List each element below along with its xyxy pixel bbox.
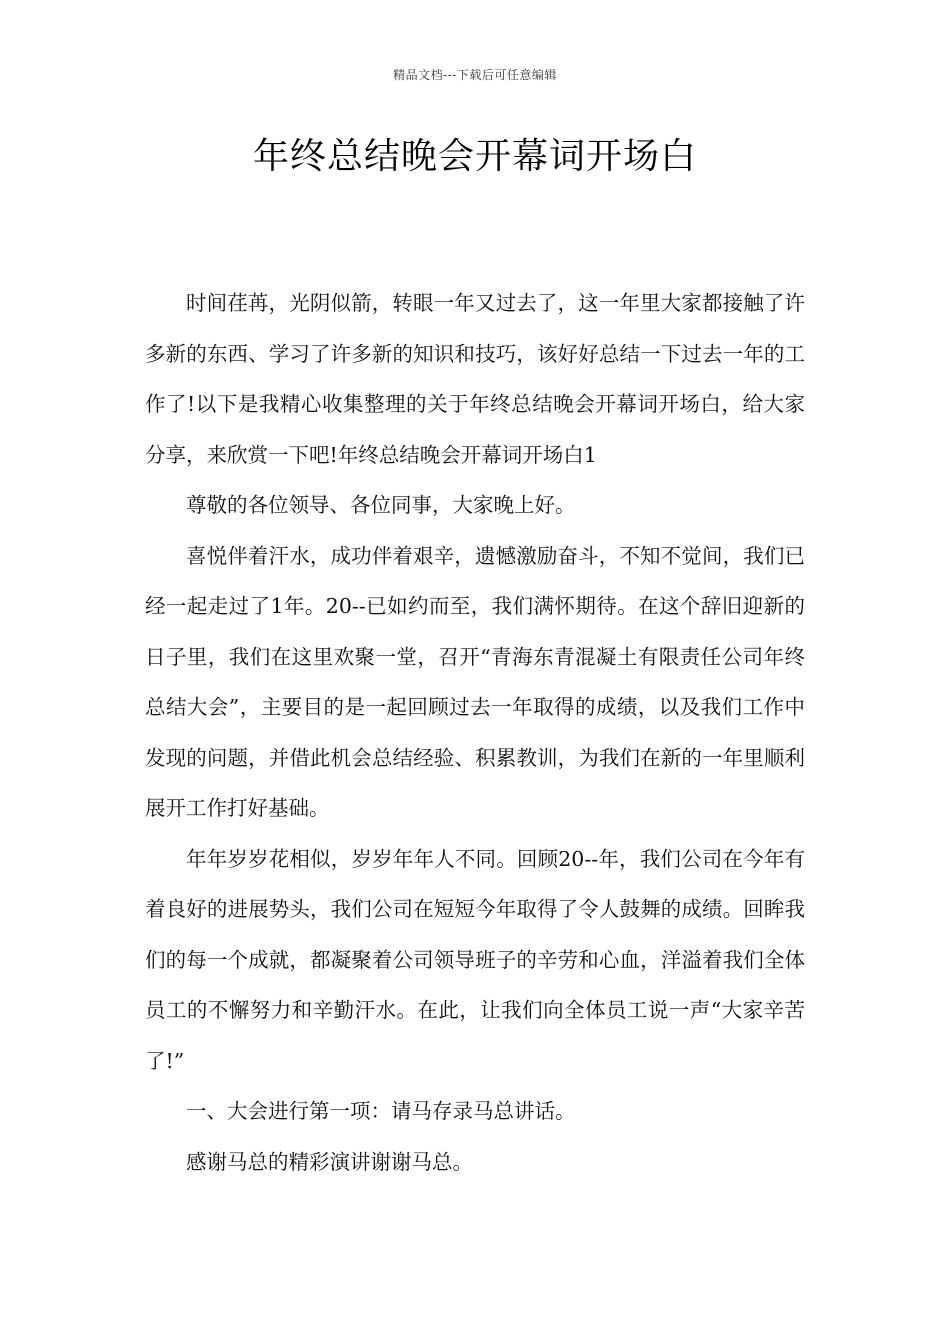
paragraph-thanks: 感谢马总的精彩演讲谢谢马总。	[186, 1149, 473, 1174]
paragraph-agenda-item: 一、大会进行第一项：请马存录马总讲话。	[186, 1099, 576, 1123]
document-body	[145, 278, 805, 1187]
document-title: 年终总结晚会开幕词开场白	[252, 136, 697, 177]
header-note: 精品文档---下载后可任意编辑	[393, 68, 557, 82]
paragraph-achievements: 年年岁岁花相似，岁岁年年人不同。回顾20--年，我们公司在今年有着良好的进展势头，我们公司在短短今年取得了令人鼓舞的成绩。回眸我们的每一个成就，都凝聚着公司领导班子的辛劳和心血，洋溢着我们全体员工的不懈努力和辛勤汗水。在此，让我们向全体员工说一声“大家辛苦了!”	[145, 846, 805, 1073]
paragraph-review: 喜悦伴着汗水，成功伴着艰辛，遗憾激励奋斗，不知不觉间，我们已经一起走过了1年。20--已如约而至，我们满怀期待。在这个辞旧迎新的日子里，我们在这里欢聚一堂，召开“青海东青混凝土有限责任公司年终总结大会”，主要目的是一起回顾过去一年取得的成绩，以及我们工作中发现的问题，并借此机会总结经验、积累教训，为我们在新的一年里顺利展开工作打好基础。	[145, 543, 805, 820]
paragraph-greeting: 尊敬的各位领导、各位同事，大家晚上好。	[186, 493, 576, 517]
paragraph-intro: 时间荏苒，光阴似箭，转眼一年又过去了，这一年里大家都接触了许多新的东西、学习了许多新的知识和技巧，该好好总结一下过去一年的工作了!以下是我精心收集整理的关于年终总结晚会开幕词开场白，给大家分享，来欣赏一下吧!年终总结晚会开幕词开场白1	[145, 291, 805, 467]
